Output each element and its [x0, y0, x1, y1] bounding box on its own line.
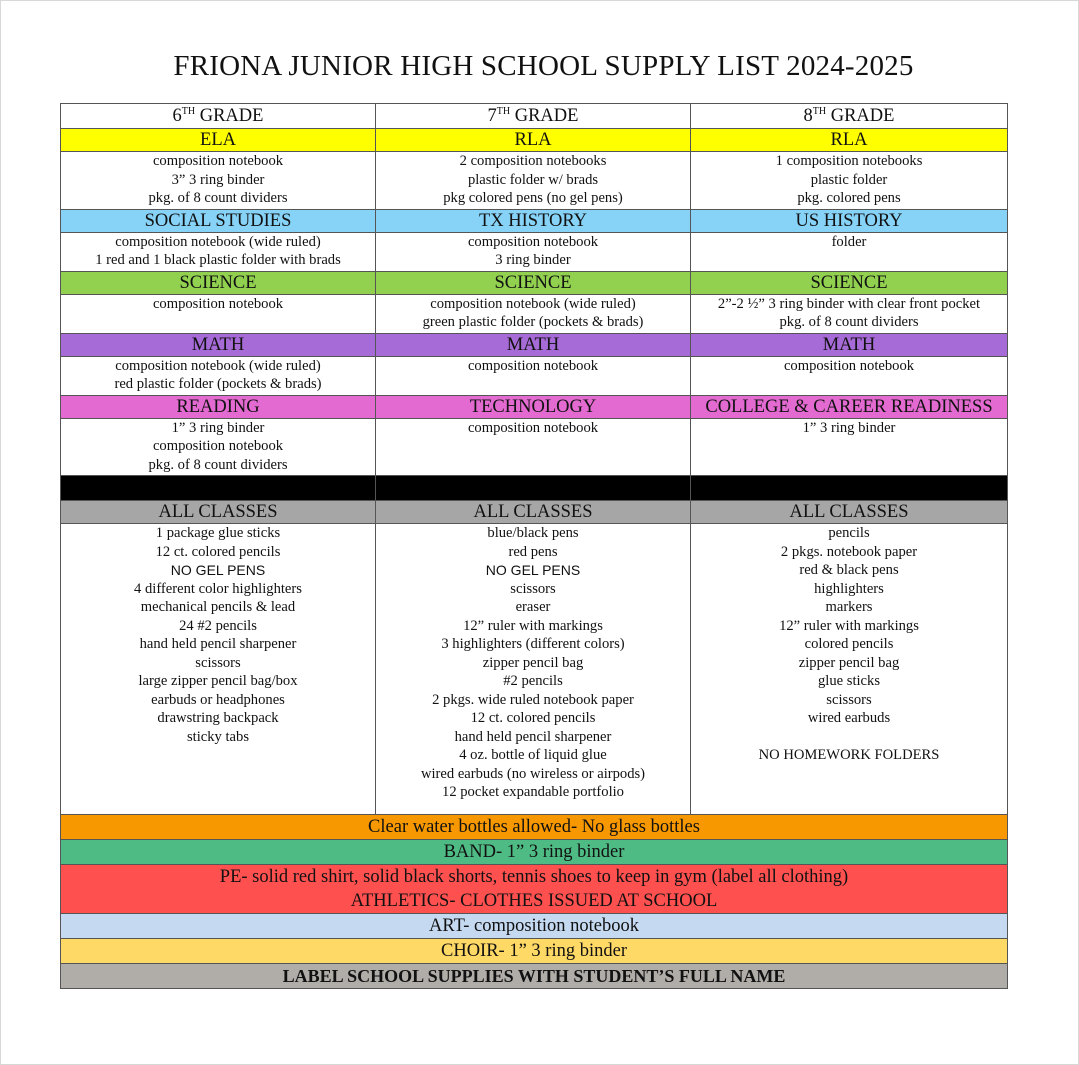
subject-header: RLA — [376, 129, 691, 152]
supply-item: composition notebook (wide ruled) — [115, 357, 321, 374]
supply-item: pkg colored pens (no gel pens) — [443, 190, 623, 206]
supply-item: composition notebook — [467, 357, 599, 374]
supply-item: sticky tabs — [186, 728, 250, 745]
supply-item: wired earbuds (no wireless or airpods) — [420, 765, 646, 782]
all-classes-items-grade-7 — [376, 524, 691, 815]
reading-items-grade-8 — [691, 418, 1008, 476]
subject-header: READING — [61, 395, 376, 418]
grade-word: GRADE — [510, 106, 579, 126]
supply-item: 2 composition notebooks — [459, 153, 607, 169]
supply-item: scissors — [510, 580, 556, 597]
supply-table — [60, 103, 1008, 989]
supply-item: zipper pencil bag — [798, 654, 900, 671]
note-row — [61, 938, 1008, 963]
note-cell — [61, 864, 1008, 913]
supply-item: 3 ring binder — [495, 252, 571, 268]
note-text: Clear water bottles allowed- No glass bottles — [368, 816, 700, 837]
supply-item: hand held pencil sharpener — [454, 728, 612, 745]
math-items-row — [61, 356, 1008, 395]
supply-item: 24 #2 pencils — [179, 617, 257, 634]
supply-item: plastic folder w/ brads — [467, 171, 599, 188]
subject-header: MATH — [691, 333, 1008, 356]
supply-item: pkg. of 8 count dividers — [148, 456, 288, 473]
social-items-row — [61, 232, 1008, 271]
supply-item: 12” ruler with markings — [779, 617, 919, 634]
subject-header: US HISTORY — [691, 209, 1008, 232]
supply-item: NO HOMEWORK FOLDERS — [758, 747, 940, 763]
supply-item: 4 oz. bottle of liquid glue — [459, 747, 607, 763]
note-cell — [61, 839, 1008, 864]
supply-item: NO GEL PENS — [170, 562, 266, 578]
supply-item: composition notebook — [152, 295, 284, 312]
science-items-grade-8 — [691, 294, 1008, 333]
grade-suffix: TH — [181, 106, 196, 117]
subject-header: SCIENCE — [376, 271, 691, 294]
note-cell — [61, 913, 1008, 938]
supply-item: 1” 3 ring binder — [171, 419, 265, 436]
note-text: LABEL SCHOOL SUPPLIES WITH STUDENT’S FULL NAME — [282, 965, 786, 986]
supply-item: markers — [825, 599, 873, 615]
ela-items-grade-7 — [376, 152, 691, 210]
social-items-grade-7 — [376, 232, 691, 271]
supply-item: scissors — [826, 691, 872, 708]
supply-item: NO GEL PENS — [485, 562, 581, 578]
supply-item: 12 ct. colored pencils — [470, 710, 596, 726]
supply-item: 4 different color highlighters — [134, 580, 302, 597]
math-items-grade-7 — [376, 356, 691, 395]
note-row — [61, 963, 1008, 988]
subject-header: RLA — [691, 129, 1008, 152]
supply-item: blue/black pens — [487, 525, 579, 541]
supply-item: eraser — [515, 599, 551, 615]
all-classes-header: ALL CLASSES — [61, 501, 376, 524]
note-text: ATHLETICS- CLOTHES ISSUED AT SCHOOL — [350, 890, 718, 911]
math-items-grade-6 — [61, 356, 376, 395]
supply-item: 12 ct. colored pencils — [155, 543, 281, 560]
ela-items-grade-8 — [691, 152, 1008, 210]
supply-item: 1 package glue sticks — [155, 525, 281, 541]
subject-header: SOCIAL STUDIES — [61, 209, 376, 232]
all-classes-header: ALL CLASSES — [376, 501, 691, 524]
supply-item: 12 pocket expandable portfolio — [442, 784, 624, 800]
supply-item — [691, 728, 1007, 747]
supply-item: glue sticks — [817, 673, 881, 689]
reading-subject-row — [61, 395, 1008, 418]
supply-item: green plastic folder (pockets & brads) — [422, 314, 644, 330]
grade-number: 8 — [803, 106, 813, 126]
supply-item: drawstring backpack — [157, 710, 279, 726]
note-text: PE- solid red shirt, solid black shorts, tennis shoes to keep in gym (label all clothing) — [219, 866, 849, 887]
supply-item: scissors — [195, 654, 241, 671]
grade-header-row — [61, 104, 1008, 129]
all-classes-items-grade-6 — [61, 524, 376, 815]
math-subject-row — [61, 333, 1008, 356]
supply-item: composition notebook — [467, 419, 599, 436]
supply-item: pkg. of 8 count dividers — [148, 190, 288, 206]
supply-item: mechanical pencils & lead — [140, 599, 296, 615]
supply-item: 1” 3 ring binder — [802, 419, 896, 436]
supply-item: composition notebook — [467, 233, 599, 250]
supply-item: large zipper pencil bag/box — [138, 673, 298, 689]
reading-items-grade-6 — [61, 418, 376, 476]
supply-item: 2 pkgs. wide ruled notebook paper — [432, 691, 634, 708]
ela-items-row — [61, 152, 1008, 210]
supply-item: pencils — [828, 525, 870, 541]
note-row — [61, 839, 1008, 864]
all-classes-header-row — [61, 501, 1008, 524]
supply-item: 2”-2 ½” 3 ring binder with clear front pocket — [717, 295, 981, 312]
supply-item: zipper pencil bag — [482, 654, 584, 671]
supply-item: composition notebook (wide ruled) — [430, 295, 636, 312]
grade-header-7 — [376, 104, 691, 129]
grade-header-8 — [691, 104, 1008, 129]
science-items-row — [61, 294, 1008, 333]
ela-items-grade-6 — [61, 152, 376, 210]
supply-item: 3” 3 ring binder — [171, 171, 265, 188]
supply-item: folder — [831, 233, 867, 250]
supply-item: red plastic folder (pockets & brads) — [114, 376, 322, 392]
ela-subject-row — [61, 129, 1008, 152]
subject-header: MATH — [61, 333, 376, 356]
note-text: ART- composition notebook — [429, 915, 639, 936]
science-subject-row — [61, 271, 1008, 294]
grade-suffix: TH — [812, 106, 827, 117]
subject-header: MATH — [376, 333, 691, 356]
supply-item: composition notebook — [152, 438, 284, 454]
separator-cell — [691, 476, 1008, 501]
supply-item: hand held pencil sharpener — [139, 636, 297, 652]
black-separator-row — [61, 476, 1008, 501]
social-subject-row — [61, 209, 1008, 232]
note-text: BAND- 1” 3 ring binder — [443, 841, 625, 862]
supply-item: colored pencils — [804, 636, 894, 652]
grade-word: GRADE — [826, 106, 895, 126]
all-classes-header: ALL CLASSES — [691, 501, 1008, 524]
supply-item: pkg. colored pens — [797, 190, 901, 206]
note-cell — [61, 814, 1008, 839]
supply-item: highlighters — [814, 580, 884, 597]
note-text: CHOIR- 1” 3 ring binder — [441, 940, 627, 961]
reading-items-row — [61, 418, 1008, 476]
supply-item: wired earbuds — [807, 710, 891, 726]
reading-items-grade-7 — [376, 418, 691, 476]
grade-word: GRADE — [195, 106, 264, 126]
supply-item: 12” ruler with markings — [463, 617, 603, 634]
supply-item: #2 pencils — [503, 673, 563, 689]
subject-header: COLLEGE & CAREER READINESS — [691, 395, 1008, 418]
grade-header-6 — [61, 104, 376, 129]
note-row — [61, 864, 1008, 913]
science-items-grade-7 — [376, 294, 691, 333]
page-title: FRIONA JUNIOR HIGH SCHOOL SUPPLY LIST 2024-2025 — [173, 50, 914, 82]
social-items-grade-8 — [691, 232, 1008, 271]
grade-number: 7 — [487, 106, 497, 126]
subject-header: TECHNOLOGY — [376, 395, 691, 418]
social-items-grade-6 — [61, 232, 376, 271]
note-row — [61, 913, 1008, 938]
supply-item: composition notebook — [783, 357, 915, 374]
supply-item: red & black pens — [799, 562, 899, 578]
supply-item: composition notebook (wide ruled) — [115, 233, 321, 250]
supply-item: plastic folder — [810, 171, 888, 188]
supply-item: red pens — [508, 543, 558, 560]
supply-item: 1 red and 1 black plastic folder with brads — [95, 252, 341, 268]
separator-cell — [376, 476, 691, 501]
subject-header: ELA — [61, 129, 376, 152]
science-items-grade-6 — [61, 294, 376, 333]
subject-header: TX HISTORY — [376, 209, 691, 232]
note-row — [61, 814, 1008, 839]
subject-header: SCIENCE — [61, 271, 376, 294]
subject-header: SCIENCE — [691, 271, 1008, 294]
supply-item: composition notebook — [152, 153, 284, 169]
grade-suffix: TH — [496, 106, 511, 117]
supply-item: 3 highlighters (different colors) — [441, 636, 625, 652]
note-cell — [61, 938, 1008, 963]
math-items-grade-8 — [691, 356, 1008, 395]
supply-item: 2 pkgs. notebook paper — [780, 543, 918, 560]
supply-item: earbuds or headphones — [151, 691, 285, 708]
supply-item: 1 composition notebooks — [775, 153, 923, 169]
grade-number: 6 — [172, 106, 182, 126]
supply-item: pkg. of 8 count dividers — [779, 314, 919, 330]
all-classes-items-row — [61, 524, 1008, 815]
separator-cell — [61, 476, 376, 501]
note-cell — [61, 963, 1008, 988]
all-classes-items-grade-8 — [691, 524, 1008, 815]
